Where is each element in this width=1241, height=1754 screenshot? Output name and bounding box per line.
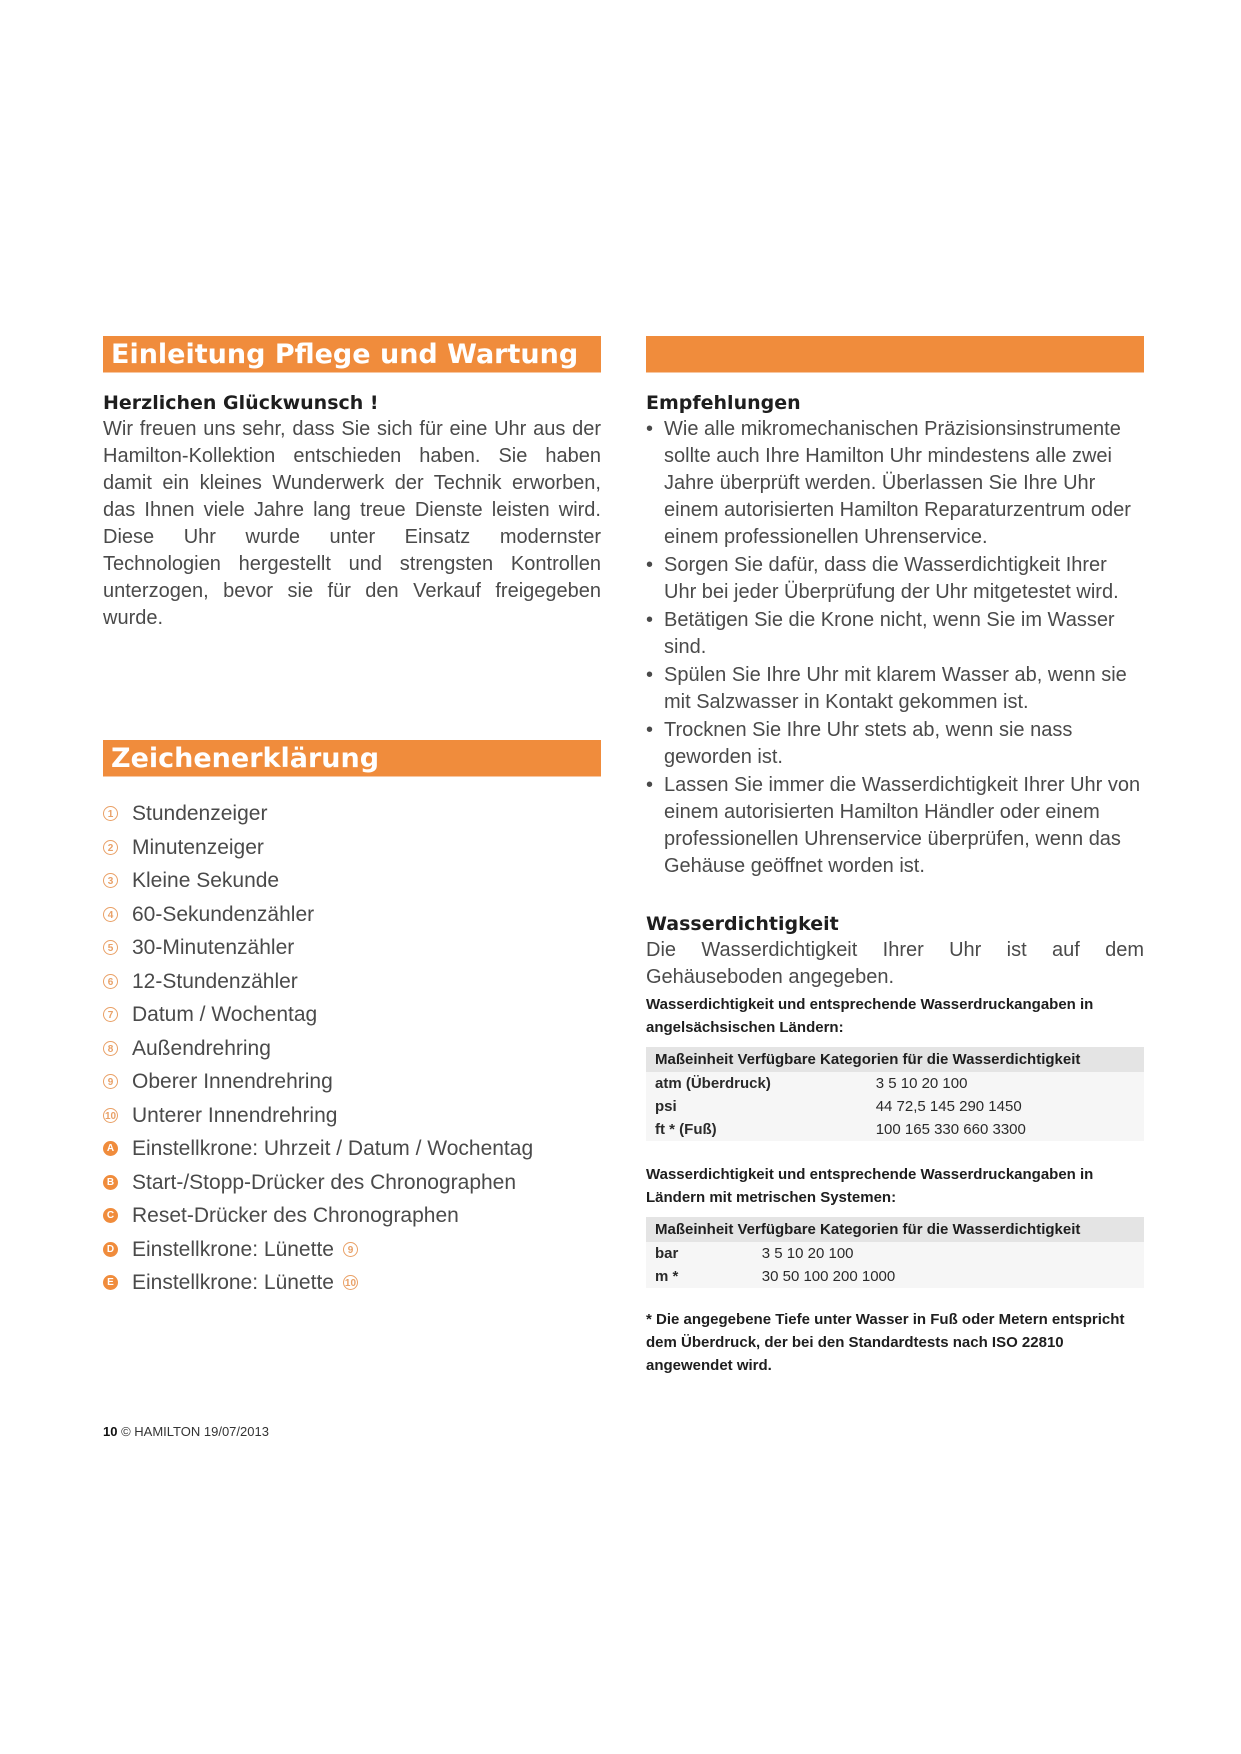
legend-item-label: 12-Stundenzähler [132,969,298,993]
table-row [646,1118,1144,1141]
values-cell: 3 5 10 20 100 [753,1242,1144,1265]
legend-item [103,998,601,1032]
table-row [646,1242,1144,1265]
legend-item [103,1266,601,1300]
legend-item-label: Oberer Innendrehring [132,1070,333,1093]
congrats-heading: Herzlichen Glückwunsch ! [103,392,379,414]
legend-ref-icon: 10 [343,1275,358,1290]
legend-item-label: Stundenzeiger [132,802,268,825]
metric-table-header: Maßeinheit Verfügbare Kategorien für die Wasserdichtigkeit [646,1217,1144,1242]
recommendation-item [646,717,1144,771]
legend-item [103,965,601,999]
legend-item [103,931,601,965]
values-cell: 44 72,5 145 290 1450 [867,1095,1144,1118]
table-row [646,1072,1144,1095]
legend-banner: Zeichenerklärung [103,740,601,777]
legend-item [103,1199,601,1233]
legend-marker-icon: 5 [103,940,118,955]
table-row [646,1265,1144,1288]
legend-marker-icon: 8 [103,1041,118,1056]
recommendation-item [646,772,1144,880]
water-text: Die Wasserdichtigkeit Ihrer Uhr ist auf dem Gehäuseboden angegeben. [646,939,1144,988]
legend-marker-icon: B [103,1175,118,1190]
legend-marker-icon: E [103,1275,118,1290]
anglo-table [646,1047,1144,1141]
legend-marker-icon: 2 [103,840,118,855]
recommendation-text: Betätigen Sie die Krone nicht, wenn Sie im Wasser sind. [664,609,1115,658]
footnote: * Die angegebene Tiefe unter Wasser in Fuß oder Metern entspricht dem Überdruck, der bei den Standardtests nach ISO 22810 angewendet wird. [646,1311,1125,1374]
page-footer [103,1424,269,1439]
legend-item [103,1065,601,1099]
recommendation-text: Lassen Sie immer die Wasserdichtigkeit Ihrer Uhr von einem autorisierten Hamilton Händler oder einem professionellen Uhrenservice überprüfen, wenn das Gehäuse geöffnet worden ist. [664,774,1141,877]
copyright: © HAMILTON 19/07/2013 [121,1424,269,1439]
legend-ref-icon: 9 [343,1242,358,1257]
anglo-table-header: Maßeinheit Verfügbare Kategorien für die Wasserdichtigkeit [646,1047,1144,1072]
bullet-icon: • [646,664,654,686]
recommendation-item [646,607,1144,661]
values-cell: 100 165 330 660 3300 [867,1118,1144,1141]
legend-marker-icon: 6 [103,974,118,989]
legend-item [103,797,601,831]
legend-marker-icon: 10 [103,1108,118,1123]
legend-marker-icon: 3 [103,873,118,888]
legend-item [103,831,601,865]
recommendations-heading: Empfehlungen [646,392,801,414]
table-row [646,1095,1144,1118]
legend-item [103,898,601,932]
legend-item-label: Einstellkrone: Lünette [132,1237,334,1261]
legend-item [103,1032,601,1066]
legend-item-label: Minutenzeiger [132,835,264,859]
unit-cell: psi [646,1095,867,1118]
recommendation-text: Spülen Sie Ihre Uhr mit klarem Wasser ab, wenn sie mit Salzwasser in Kontakt gekommen ist. [664,664,1127,713]
water-heading: Wasserdichtigkeit [646,913,839,935]
recommendation-text: Trocknen Sie Ihre Uhr stets ab, wenn sie nass geworden ist. [664,719,1073,768]
legend-item-label: 60-Sekundenzähler [132,902,315,926]
legend-marker-icon: C [103,1208,118,1223]
right-banner [646,336,1144,373]
legend-item-label: Einstellkrone: Uhrzeit / Datum / Wochentag [132,1137,534,1160]
legend-marker-icon: 1 [103,806,118,821]
recommendation-item [646,662,1144,716]
legend-marker-icon: D [103,1242,118,1257]
legend-item-label: Datum / Wochentag [132,1003,318,1026]
legend-item-label: Reset-Drücker des Chronographen [132,1204,459,1227]
legend-item-label: Einstellkrone: Lünette [132,1271,334,1294]
recommendations-list [646,416,1144,880]
right-column [646,336,1144,1377]
legend-marker-icon: 4 [103,907,118,922]
bullet-icon: • [646,418,654,440]
metric-caption: Wasserdichtigkeit und entsprechende Wasserdruckangaben in Ländern mit metrischen Systemen: [646,1166,1094,1206]
legend-list [103,797,601,1300]
legend-item [103,864,601,898]
page-number: 10 [103,1424,118,1439]
intro-paragraph: Wir freuen uns sehr, dass Sie sich für eine Uhr aus der Hamilton-Kollektion entschieden haben. Sie haben damit ein kleines Wunderwerk der Technik erworben, das Ihnen viele Jahre lang treue Dienste leisten wird. Diese Uhr wurde unter Einsatz modernster Technologien hergestellt und strengsten Kontrollen unterzogen, bevor sie für den Verkauf freigegeben wurde. [103,418,601,629]
metric-table [646,1217,1144,1288]
unit-cell: bar [646,1242,753,1265]
recommendation-item [646,552,1144,606]
legend-item-label: Kleine Sekunde [132,869,280,892]
legend-marker-icon: 7 [103,1007,118,1022]
values-cell: 30 50 100 200 1000 [753,1265,1144,1288]
legend-item-label: Außendrehring [132,1036,271,1060]
values-cell: 3 5 10 20 100 [867,1072,1144,1095]
intro-banner: Einleitung Pflege und Wartung [103,336,601,373]
recommendation-item [646,416,1144,551]
legend-item [103,1233,601,1267]
legend-item-label: Unterer Innendrehring [132,1103,338,1127]
legend-item [103,1166,601,1200]
bullet-icon: • [646,774,654,796]
left-column [103,336,601,1300]
recommendation-text: Wie alle mikromechanischen Präzisionsinstrumente sollte auch Ihre Hamilton Uhr mindestens alle zwei Jahre überprüft werden. Überlassen Sie Ihre Uhr einem autorisierten Hamilton Reparaturzentrum oder einem professionellen Uhrenservice. [664,418,1131,548]
legend-item [103,1099,601,1133]
legend-marker-icon: 9 [103,1074,118,1089]
unit-cell: atm (Überdruck) [646,1072,867,1095]
legend-item-label: Start-/Stopp-Drücker des Chronographen [132,1170,517,1194]
bullet-icon: • [646,719,654,741]
legend-item [103,1132,601,1166]
bullet-icon: • [646,554,654,576]
recommendation-text: Sorgen Sie dafür, dass die Wasserdichtigkeit Ihrer Uhr bei jeder Überprüfung der Uhr mitgetestet wird. [664,554,1119,603]
anglo-caption: Wasserdichtigkeit und entsprechende Wasserdruckangaben in angelsächsischen Ländern: [646,996,1094,1036]
unit-cell: ft * (Fuß) [646,1118,867,1141]
legend-item-label: 30-Minutenzähler [132,936,295,959]
bullet-icon: • [646,609,654,631]
unit-cell: m * [646,1265,753,1288]
legend-marker-icon: A [103,1141,118,1156]
